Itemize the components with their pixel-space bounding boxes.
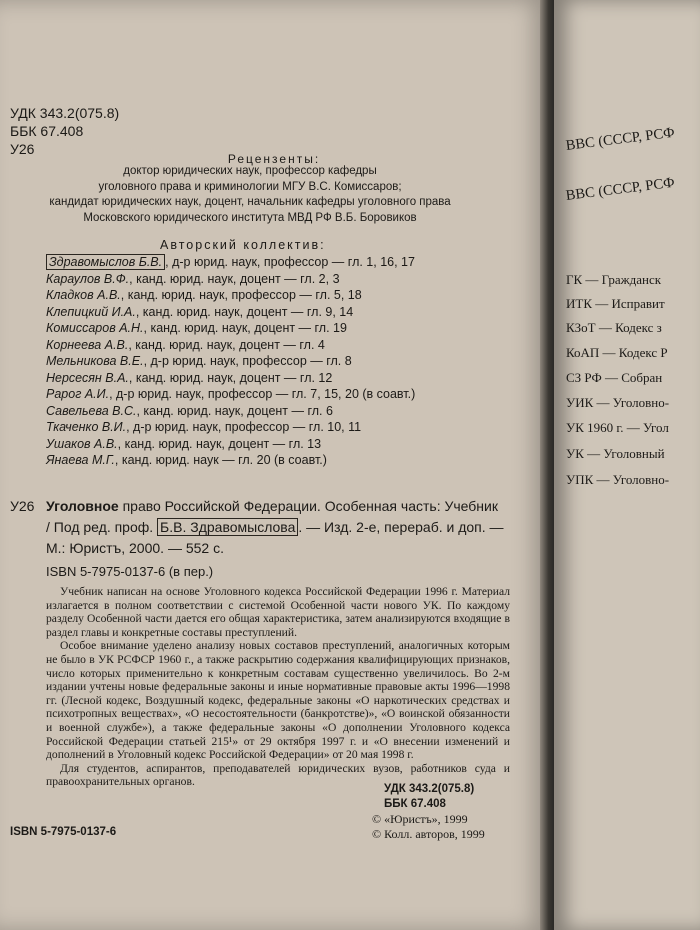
reviewer-line: кандидат юридических наук, доцент, начальник кафедры уголовного права: [49, 196, 451, 208]
abbreviation-line: СЗ РФ — Собран: [566, 370, 663, 385]
abbreviation-line: ВВС (СССР, РСФ: [564, 174, 676, 204]
abbreviation-line: ИТК — Исправит: [566, 296, 665, 311]
footer-udk: УДК 343.2(075.8): [384, 783, 475, 795]
abbreviation-line: УИК — Уголовно-: [566, 395, 670, 410]
author-role: , канд. юрид. наук, доцент — гл. 6: [136, 403, 333, 418]
editor-name: Б.В. Здравомыслова: [157, 518, 298, 536]
abbreviation-line: КоАП — Кодекс Р: [566, 345, 668, 360]
author-role: , канд. юрид. наук, доцент — гл. 12: [128, 370, 333, 385]
annotation: [46, 585, 510, 789]
author-sign: У26: [10, 141, 35, 157]
author-role: , д-р юрид. наук, профессор — гл. 10, 11: [126, 420, 362, 434]
reviewers-block: [0, 164, 500, 226]
author-entry: [46, 271, 415, 288]
author-entry: [46, 287, 415, 304]
reviewer-line: уголовного права и криминологии МГУ В.С. Комиссаров;: [98, 180, 402, 193]
author-entry: [46, 436, 415, 453]
author-name: Комиссаров А.Н.: [46, 321, 144, 335]
abbreviation-line: КЗоТ — Кодекс з: [566, 320, 662, 335]
author-entry: [46, 337, 415, 354]
copyright-line: © «Юристъ», 1999: [372, 812, 468, 826]
copyright: [372, 812, 485, 842]
author-name: Мельникова В.Е.: [46, 354, 144, 368]
bibliography-code: У26: [10, 498, 35, 514]
author-name: Савельева В.С.: [46, 403, 137, 418]
author-entry: [46, 370, 415, 387]
author-role: , канд. юрид. наук, доцент — гл. 9, 14: [135, 304, 354, 319]
author-role: , д-р юрид. наук, профессор — гл. 7, 15, 20 (в соавт.): [109, 387, 416, 401]
footer-bbk: ББК 67.408: [384, 798, 446, 810]
bibliographic-description: [46, 496, 504, 559]
copyright-line: © Колл. авторов, 1999: [372, 827, 485, 841]
annotation-paragraph: Для студентов, аспирантов, преподавателей юридических вузов, работников суда и правоохранительных органов.: [46, 761, 510, 789]
author-name: Ткаченко В.И.: [46, 420, 127, 434]
author-name: Ушаков А.В.: [46, 436, 118, 451]
reviewers-heading: Рецензенты:: [227, 152, 321, 166]
abbreviation-line: ГК — Гражданск: [566, 272, 662, 287]
author-entry: [46, 320, 415, 337]
footer-isbn: ISBN 5-7975-0137-6: [10, 826, 117, 838]
classification-codes: [10, 104, 119, 158]
author-role: , канд. юрид. наук, доцент — гл. 13: [117, 436, 322, 451]
author-entry: [46, 304, 415, 321]
authors-list: [46, 254, 415, 469]
bbk-code: ББК 67.408: [10, 123, 84, 139]
author-name: Рарог А.И.: [46, 387, 110, 401]
bibliography-text: . — Изд. 2-е, перераб. и доп. — М.: Юристъ, 2000. — 552 с.: [46, 519, 504, 556]
author-name: Здравомыслов Б.В.: [46, 254, 165, 270]
author-role: , д-р юрид. наук, профессор — гл. 8: [143, 354, 352, 368]
author-role: , канд. юрид. наук, доцент — гл. 19: [143, 321, 347, 335]
author-name: Клепицкий И.А.: [46, 304, 136, 319]
author-role: , канд. юрид. наук — гл. 20 (в соавт.): [114, 453, 327, 467]
abbreviation-line: УК 1960 г. — Угол: [566, 420, 669, 435]
author-role: , канд. юрид. наук, доцент — гл. 2, 3: [129, 271, 340, 286]
author-entry: [46, 353, 415, 370]
author-entry: [46, 452, 415, 469]
author-name: Янаева М.Г.: [46, 453, 115, 467]
author-role: , канд. юрид. наук, доцент — гл. 4: [128, 337, 325, 352]
authors-heading: Авторский коллектив:: [160, 238, 326, 252]
annotation-paragraph: Особое внимание уделено анализу новых составов преступлений, аналогичных которым не было в УК РСФСР 1960 г., а также раскрытию содержания квалифицирующих признаков, число которых применительно к конкретным составам существенно увеличилось. Во 2-м издании учтены новые федеральные законы и иные нормативные правовые акты 1996—1998 гг. (Лесной кодекс, Воздушный кодекс, федеральные законы «О наркотических средствах и психотропных веществах», «О несостоятельности (банкротстве)», «О воинской обязанности и военной службе»), а также федеральные законы «О дополнении Уголовного кодекса Российской Федерации статьей 215¹» от 29 октября 1997 г. и «О внесении изменений и дополнений в Уголовный кодекс Российской Федерации» от 20 мая 1998 г.: [46, 639, 510, 762]
author-entry: [46, 254, 415, 271]
book-gutter: [540, 0, 554, 930]
footer-codes: [384, 782, 474, 812]
udk-code: УДК 343.2(075.8): [10, 105, 120, 121]
author-entry: [46, 386, 415, 403]
reviewer-line: Московского юридического института МВД РФ В.Б. Боровиков: [83, 211, 417, 224]
author-entry: [46, 403, 415, 420]
abbreviation-line: УПК — Уголовно-: [566, 472, 670, 487]
author-name: Караулов В.Ф.: [46, 271, 130, 286]
reviewer-line: доктор юридических наук, профессор кафедры: [123, 165, 377, 177]
isbn: ISBN 5-7975-0137-6 (в пер.): [46, 564, 214, 579]
author-role: , канд. юрид. наук, профессор — гл. 5, 18: [120, 288, 362, 302]
bibliography-text: право Российской Федерации. Особенная часть: Учебник / Под ред. проф.: [46, 498, 498, 535]
author-name: Кладков А.В.: [46, 288, 121, 302]
author-entry: [46, 419, 415, 436]
annotation-paragraph: Учебник написан на основе Уголовного кодекса Российской Федерации 1996 г. Материал излагается в полном соответствии с системой Особенной части нового УК. По каждому разделу Особенной части дается его общая характеристика, затем анализируются входящие в раздел главы и конкретные составы преступлений.: [46, 585, 510, 639]
author-name: Нерсесян В.А.: [46, 370, 129, 385]
author-name: Корнеева А.В.: [46, 337, 129, 352]
abbreviation-line: УК — Уголовный: [566, 446, 665, 461]
bibliography-lead: Уголовное: [46, 498, 119, 514]
author-role: , д-р юрид. наук, профессор — гл. 1, 16, 17: [165, 255, 415, 269]
abbreviation-line: ВВС (СССР, РСФ: [564, 124, 676, 154]
right-page: [554, 0, 700, 930]
